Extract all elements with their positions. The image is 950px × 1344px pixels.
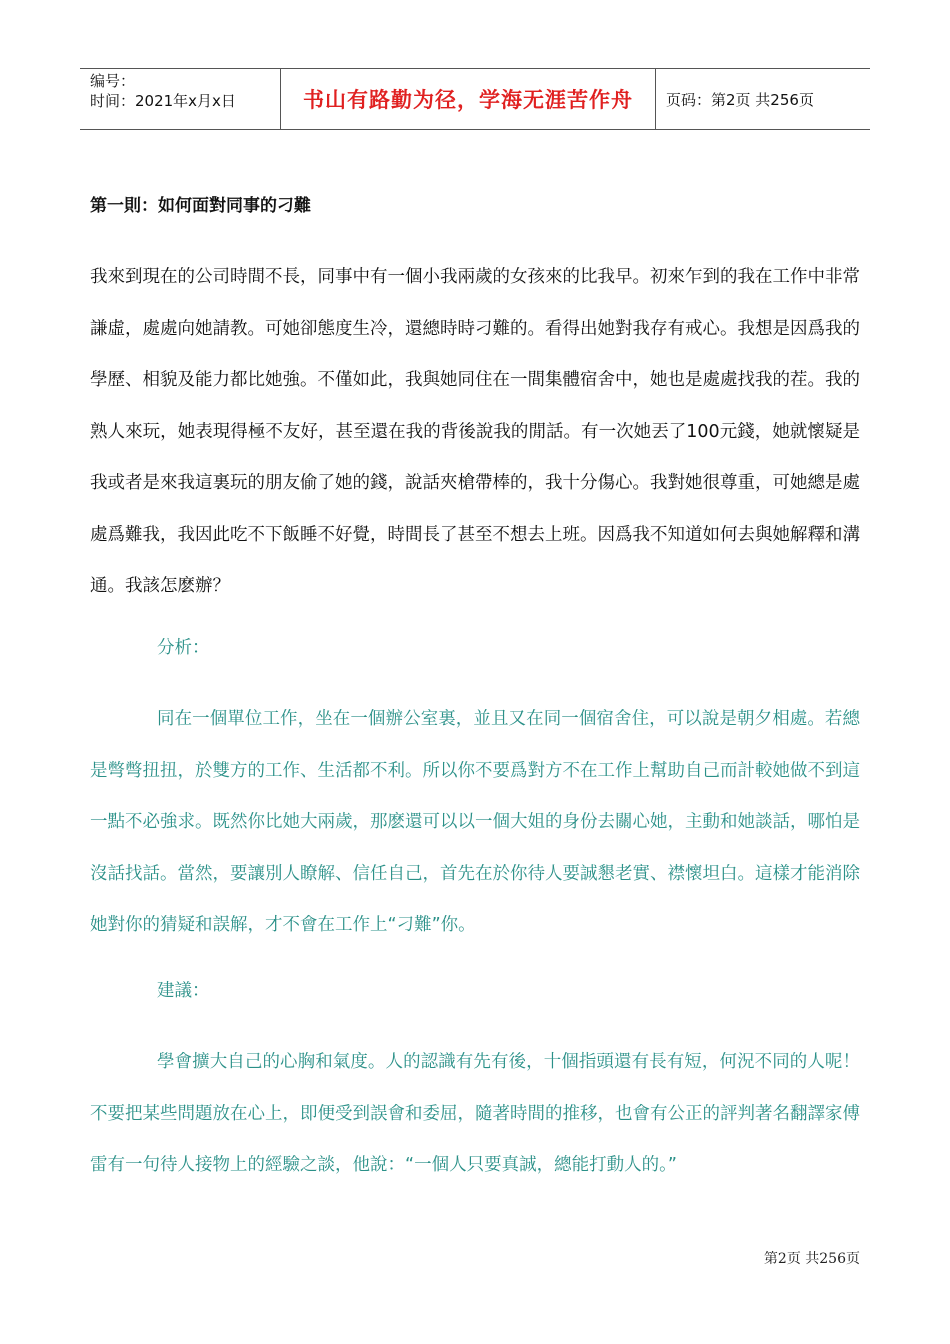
page-footer: 第2页 共256页 [763, 1251, 860, 1267]
analysis-label: 分析： [157, 638, 210, 658]
analysis-paragraph: 同在一個單位工作，坐在一個辦公室裏，並且又在同一個宿舍住，可以說是朝夕相處。若總是彆彆扭扭，於雙方的工作、生活都不利。所以你不要爲對方不在工作上幫助自己而計較她做不到這一點不必強求。既然你比她大兩歲，那麽還可以以一個大姐的身份去關心她，主動和她談話，哪怕是沒話找話。當然，要讓別人瞭解、信任自己，首先在於你待人要誠懇老實、襟懷坦白。這樣才能消除她對你的猜疑和誤解，才不會在工作上“刁難”你。 [90, 709, 860, 935]
advice-label: 建議： [157, 981, 210, 1001]
time-label: 时间：2021年x月x日 [90, 92, 236, 110]
question-paragraph: 我來到現在的公司時間不長，同事中有一個小我兩歲的女孩來的比我早。初來乍到的我在工作中非常謙虛，處處向她請教。可她卻態度生冷，還總時時刁難的。看得出她對我存有戒心。我想是因爲我的學歷、相貌及能力都比她強。不僅如此，我與她同住在一間集體宿舍中，她也是處處找我的茬。我的熟人來玩，她表現得極不友好，甚至還在我的背後說我的閒話。有一次她丟了100元錢，她就懷疑是我或者是來我這裏玩的朋友偷了她的錢，說話夾槍帶棒的，我十分傷心。我對她很尊重，可她總是處處爲難我，我因此吃不下飯睡不好覺，時間長了甚至不想去上班。因爲我不知道如何去與她解釋和溝通。我該怎麽辦？ [90, 267, 860, 596]
header-page-info: 页码：第2页 共256页 [666, 90, 814, 109]
page-header [80, 68, 870, 130]
advice-paragraph: 學會擴大自己的心胸和氣度。人的認識有先有後，十個指頭還有長有短，何況不同的人呢！不要把某些問題放在心上，即便受到誤會和委屈，隨著時間的推移，也會有公正的評判著名翻譯家傅雷有一句待人接物上的經驗之談，他說：“一個人只要真誠，總能打動人的。” [90, 1052, 860, 1175]
number-label: 编号： [90, 72, 136, 90]
header-motto: 书山有路勤为径，学海无涯苦作舟 [280, 69, 656, 129]
header-meta [80, 69, 280, 129]
section-title: 第一則：如何面對同事的刁難 [90, 196, 311, 216]
